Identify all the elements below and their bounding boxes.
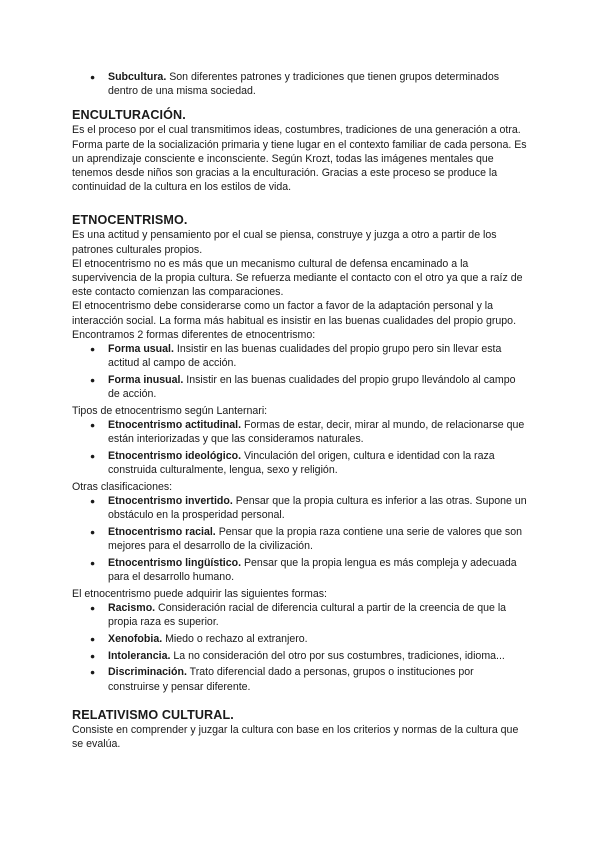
enculturacion-title: ENCULTURACIÓN. (72, 108, 186, 123)
relativismo-body: Consiste en comprender y juzgar la cultura con base en los criterios y normas de la cultura que se evalúa. (72, 723, 519, 750)
etnocentrismo-title: ETNOCENTRISMO. (72, 213, 188, 228)
list-item (108, 373, 528, 401)
list-item-text: Trato diferencial dado a personas, grupos o instituciones por construirse y pensar diferente. (108, 666, 474, 693)
list-item-text: Pensar que la propia raza contiene una serie de valores que son mejores para el desarrollo de la civilización. (108, 525, 522, 553)
list-item-term: Etnocentrismo actitudinal. (108, 419, 242, 432)
list-item-term: Racismo. (108, 602, 156, 614)
tipos-intro: Tipos de etnocentrismo según Lanternari: (72, 404, 268, 417)
list-item (108, 649, 528, 663)
list-item-term: Subcultura. (108, 71, 167, 83)
list-item-term: Discriminación. (108, 666, 187, 679)
list-item (108, 525, 528, 553)
list-item (108, 601, 528, 629)
list-item-text: Insistir en las buenas cualidades del propio grupo llevándolo al campo de acción. (108, 373, 516, 401)
list-item-term: Intolerancia. (108, 649, 171, 662)
list-item (108, 665, 528, 693)
otras-list (72, 494, 528, 584)
list-item-term: Etnocentrismo ideológico. (108, 449, 242, 462)
list-item-text: Pensar que la propia cultura es inferior a las otras. Supone un obstáculo en la prosperidad personal. (108, 495, 527, 522)
list-item (108, 556, 528, 584)
list-item-text: Consideración racial de diferencia cultural a partir de la creencia de que la propia raza es superior. (108, 602, 507, 629)
etnocentrismo-p2: El etnocentrismo no es más que un mecanismo cultural de defensa encaminado a la supervivencia de la propia cultura. Se refuerza mediante el contacto con el otro ya que a raíz de este contacto comienzan las comparaciones. (72, 257, 523, 299)
enculturacion-body: Es el proceso por el cual transmitimos ideas, costumbres, tradiciones de una generación a otra. Forma parte de la socialización primaria y tiene lugar en el contexto familiar de cada persona. Es un aprendizaje consciente e inconsciente. Según Krozt, todas las imágenes mentales que tenemos desde niños son gracias a la enculturación. Gracias a este proceso se produce la continuidad de la cultura en los estilos de vida. (72, 124, 527, 194)
list-item-text: Vinculación del origen, cultura e identidad con la raza construida culturalmente, lengua, sexo y religión. (108, 449, 495, 477)
tipos-list (72, 418, 528, 477)
list-item (108, 632, 528, 646)
list-item-text: Pensar que la propia lengua es más compleja y adecuada para el desarrollo humano. (108, 556, 517, 584)
list-item-text: Insistir en las buenas cualidades del propio grupo pero sin llevar esta actitud al campo de acción. (108, 343, 502, 370)
list-item-term: Forma inusual. (108, 373, 184, 386)
adquirir-intro: El etnocentrismo puede adquirir las siguientes formas: (72, 587, 327, 600)
formas-intro: Encontramos 2 formas diferentes de etnocentrismo: (72, 328, 316, 341)
list-item-term: Etnocentrismo racial. (108, 525, 216, 538)
intro-list (72, 70, 528, 98)
adquirir-list (72, 601, 528, 694)
etnocentrismo-p1: Es una actitud y pensamiento por el cual se piensa, construye y juzga a otro a partir de los patrones culturales propios. (72, 229, 497, 256)
list-item (108, 494, 528, 522)
list-item-text: Formas de estar, decir, mirar al mundo, de relacionarse que están interiorizadas y que las consideramos naturales. (108, 419, 525, 446)
document-page (72, 70, 528, 751)
list-item (108, 70, 528, 98)
etnocentrismo-p3: El etnocentrismo debe considerarse como un factor a favor de la adaptación personal y la interacción social. La forma más habitual es insistir en las buenas cualidades del propio grupo. (72, 300, 517, 327)
list-item-term: Xenofobia. (108, 632, 163, 645)
otras-intro: Otras clasificaciones: (72, 480, 173, 493)
formas-list (72, 342, 528, 401)
list-item (108, 418, 528, 446)
list-item (108, 342, 528, 370)
relativismo-title: RELATIVISMO CULTURAL. (72, 707, 234, 722)
list-item-term: Etnocentrismo invertido. (108, 495, 233, 508)
list-item-text: Son diferentes patrones y tradiciones que tienen grupos determinados dentro de una misma sociedad. (108, 71, 500, 98)
list-item-text: La no consideración del otro por sus costumbres, tradiciones, idioma... (170, 649, 505, 662)
list-item-term: Etnocentrismo lingüístico. (108, 556, 242, 569)
list-item-text: Miedo o rechazo al extranjero. (162, 632, 308, 645)
list-item (108, 449, 528, 477)
list-item-term: Forma usual. (108, 343, 174, 356)
